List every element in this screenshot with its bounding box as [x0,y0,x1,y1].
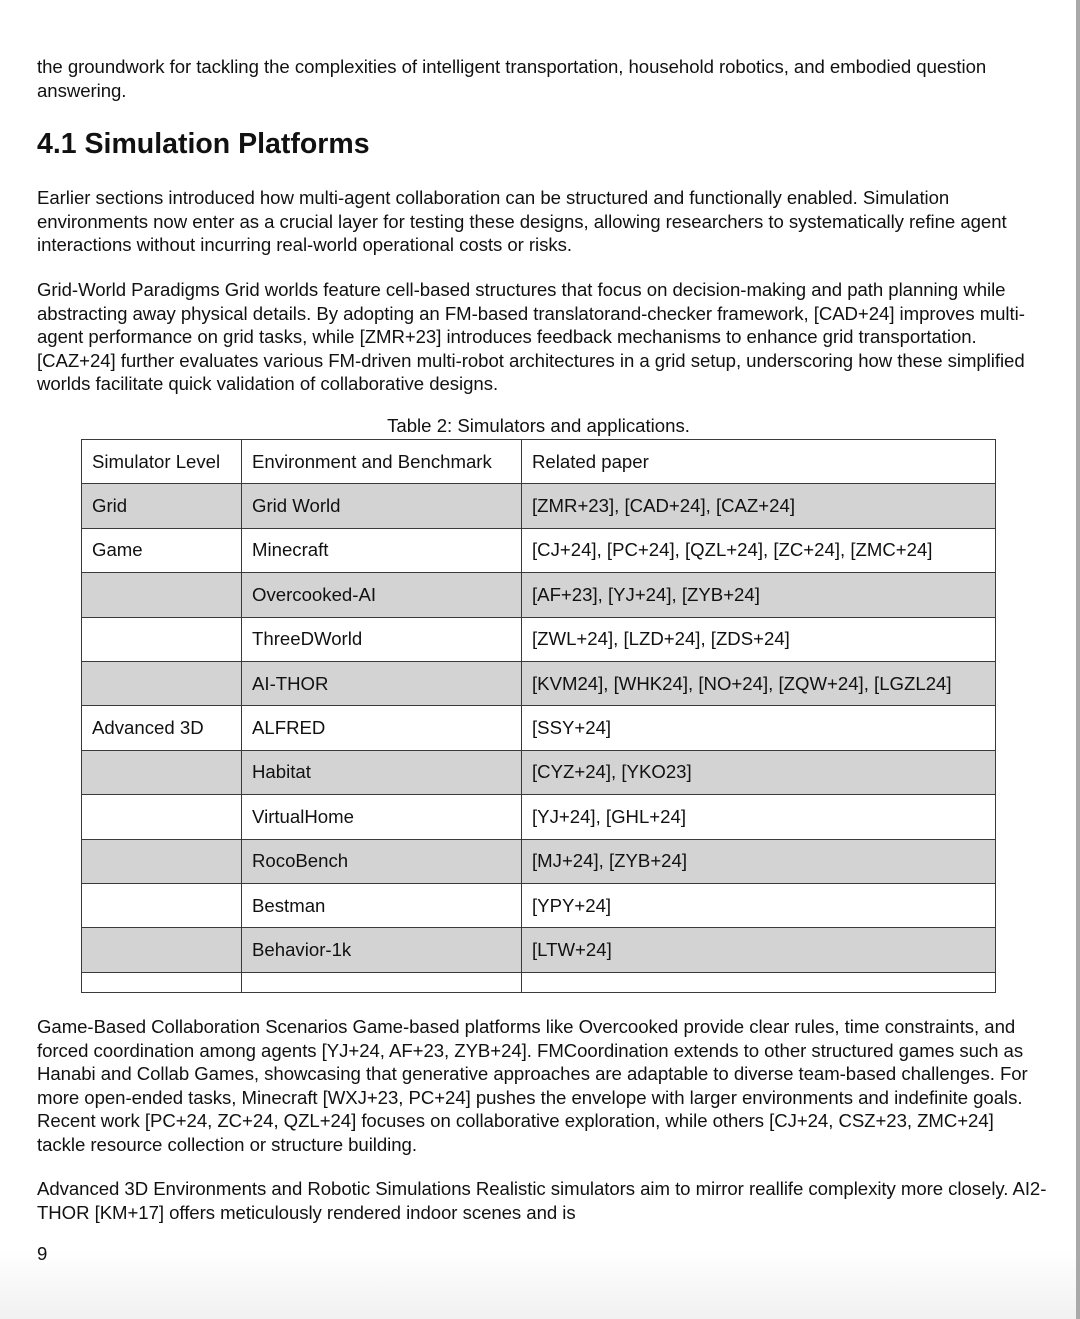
cell-papers: [ZMR+23], [CAD+24], [CAZ+24] [522,484,996,528]
table-row [82,617,996,661]
cell-level [82,883,242,927]
cell-environment [242,972,522,992]
cell-level: Game [82,528,242,572]
table-row [82,795,996,839]
table-row [82,528,996,572]
cell-papers [522,972,996,992]
cell-environment: Overcooked-AI [242,573,522,617]
table-row [82,883,996,927]
cell-environment: Bestman [242,883,522,927]
header-environment: Environment and Benchmark [242,440,522,484]
cell-environment: ThreeDWorld [242,617,522,661]
cell-level [82,573,242,617]
paragraph-grid-world: Grid-World Paradigms Grid worlds feature cell-based structures that focus on decision-making and path planning while abstracting away physical details. By adopting an FM-based translatorand-checker framework, [CAD+24] improves multi-agent performance on grid tasks, while [ZMR+23] introduces feedback mechanisms to enhance grid transportation. [CAZ+24] further evaluates various FM-driven multi-robot architectures in a grid setup, underscoring how these simplified worlds facilitate quick validation of collaborative designs. [37,279,1025,394]
table-row [82,706,996,750]
cell-papers: [MJ+24], [ZYB+24] [522,839,996,883]
cell-environment: Minecraft [242,528,522,572]
table-caption: Table 2: Simulators and applications. [387,415,690,436]
cell-environment: Grid World [242,484,522,528]
table-row [82,573,996,617]
header-related-paper: Related paper [522,440,996,484]
cell-level [82,750,242,794]
cell-level [82,928,242,972]
cell-papers: [YJ+24], [GHL+24] [522,795,996,839]
page-edge-divider [1076,0,1080,1319]
cell-level [82,661,242,705]
cell-level: Advanced 3D [82,706,242,750]
cell-level [82,795,242,839]
intro-paragraph: the groundwork for tackling the complexities of intelligent transportation, household robotics, and embodied question answering. [37,56,987,101]
table-row-empty [82,972,996,992]
cell-papers: [ZWL+24], [LZD+24], [ZDS+24] [522,617,996,661]
cell-environment: AI-THOR [242,661,522,705]
table-header-row [82,440,996,484]
cell-papers: [CYZ+24], [YKO23] [522,750,996,794]
cell-environment: Habitat [242,750,522,794]
paragraph-simulation-intro: Earlier sections introduced how multi-agent collaboration can be structured and functionally enabled. Simulation environments now enter as a crucial layer for testing these designs, allowing researchers to systematically refine agent interactions without incurring real-world operational costs or risks. [37,187,1007,255]
cell-papers: [CJ+24], [PC+24], [QZL+24], [ZC+24], [ZMC+24] [522,528,996,572]
cell-papers: [SSY+24] [522,706,996,750]
cell-environment: VirtualHome [242,795,522,839]
paragraph-game-based: Game-Based Collaboration Scenarios Game-based platforms like Overcooked provide clear rules, time constraints, and forced coordination among agents [YJ+24, AF+23, ZYB+24]. FMCoordination extends to other structured games such as Hanabi and Collab Games, showcasing that generative approaches are adaptable to diverse team-based challenges. For more open-ended tasks, Minecraft [WXJ+23, PC+24] pushes the envelope with larger environments and indefinite goals. Recent work [PC+24, ZC+24, QZL+24] focuses on collaborative exploration, while others [CJ+24, CSZ+23, ZMC+24] tackle resource collection or structure building. [37,1016,1028,1155]
table-row [82,928,996,972]
cell-papers: [LTW+24] [522,928,996,972]
cell-papers: [KVM24], [WHK24], [NO+24], [ZQW+24], [LGZL24] [522,661,996,705]
table-row [82,661,996,705]
cell-level [82,972,242,992]
table-row [82,484,996,528]
cell-papers: [AF+23], [YJ+24], [ZYB+24] [522,573,996,617]
simulators-table [81,439,996,993]
page-number: 9 [37,1243,48,1264]
section-heading: 4.1 Simulation Platforms [37,128,370,160]
cell-level [82,617,242,661]
table-row [82,750,996,794]
cell-level: Grid [82,484,242,528]
cell-environment: Behavior-1k [242,928,522,972]
cell-level [82,839,242,883]
cell-environment: ALFRED [242,706,522,750]
cell-environment: RocoBench [242,839,522,883]
table-row [82,839,996,883]
header-simulator-level: Simulator Level [82,440,242,484]
paragraph-advanced-3d: Advanced 3D Environments and Robotic Simulations Realistic simulators aim to mirror reallife complexity more closely. AI2-THOR [KM+17] offers meticulously rendered indoor scenes and is [37,1178,1047,1223]
cell-papers: [YPY+24] [522,883,996,927]
